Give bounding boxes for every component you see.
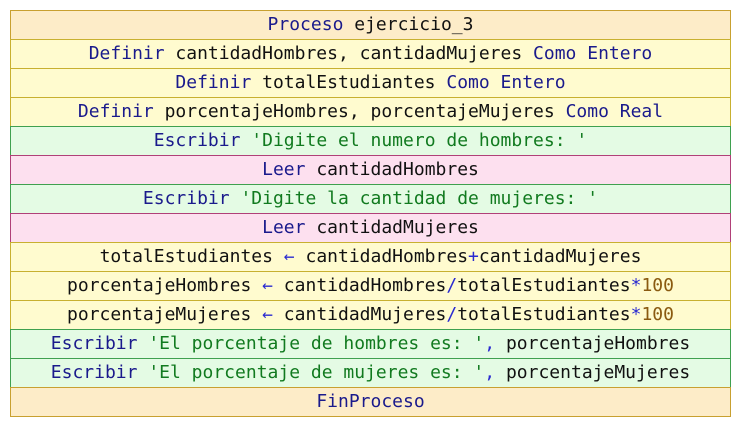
identifier: porcentajeHombres [495, 333, 691, 354]
operator: + [468, 246, 479, 267]
number-literal: 100 [641, 304, 674, 325]
operator: , [484, 333, 496, 354]
define-block-3 [10, 68, 731, 98]
keyword: Escribir [142, 188, 230, 209]
identifier: cantidadMujeres [478, 246, 642, 267]
operator: , [484, 362, 496, 383]
define-block-4 [10, 97, 731, 127]
operator: * [630, 275, 642, 296]
operator: * [630, 304, 642, 325]
string-literal: 'Digite la cantidad de mujeres: ' [240, 188, 599, 209]
write-block-12 [10, 329, 731, 359]
keyword: Leer [262, 217, 306, 238]
identifier: porcentajeMujeres [495, 362, 691, 383]
keyword: Leer [262, 159, 306, 180]
keyword: Escribir [50, 333, 138, 354]
identifier: cantidadHombres, cantidadMujeres [164, 43, 534, 64]
operator: / [446, 304, 458, 325]
identifier: cantidadHombres [305, 159, 479, 180]
process-block-1 [10, 10, 731, 40]
keyword: Escribir [50, 362, 138, 383]
identifier: totalEstudiantes [457, 275, 631, 296]
identifier: totalEstudiantes [457, 304, 631, 325]
keyword: FinProceso [316, 391, 425, 412]
string-literal: 'Digite el numero de hombres: ' [251, 130, 588, 151]
keyword: Definir [77, 101, 154, 122]
operator: ← [262, 275, 273, 296]
identifier [137, 333, 148, 354]
write-block-13 [10, 358, 731, 388]
write-block-5 [10, 126, 731, 156]
string-literal: 'El porcentaje de mujeres es: ' [148, 362, 485, 383]
define-block-2 [10, 39, 731, 69]
identifier: cantidadMujeres [305, 217, 479, 238]
read-block-8 [10, 213, 731, 243]
keyword: Como Entero [533, 43, 653, 64]
keyword: Proceso [267, 14, 344, 35]
identifier [230, 188, 241, 209]
assign-block-11 [10, 300, 731, 330]
identifier [240, 130, 251, 151]
keyword: Definir [175, 72, 252, 93]
assign-block-9 [10, 242, 731, 272]
identifier: porcentajeMujeres [67, 304, 263, 325]
operator: ← [283, 246, 295, 267]
process-block-14 [10, 387, 731, 417]
identifier: ejercicio_3 [343, 14, 474, 35]
operator: / [446, 275, 458, 296]
keyword: Escribir [153, 130, 241, 151]
identifier: porcentajeHombres [67, 275, 263, 296]
operator: ← [262, 304, 273, 325]
keyword: Como Real [565, 101, 664, 122]
identifier: cantidadHombres [294, 246, 469, 267]
keyword: Como Entero [446, 72, 566, 93]
identifier [137, 362, 148, 383]
read-block-6 [10, 155, 731, 185]
identifier: porcentajeHombres, porcentajeMujeres [153, 101, 566, 122]
identifier: totalEstudiantes [99, 246, 284, 267]
identifier: cantidadHombres [272, 275, 447, 296]
write-block-7 [10, 184, 731, 214]
keyword: Definir [88, 43, 165, 64]
number-literal: 100 [641, 275, 674, 296]
identifier: cantidadMujeres [272, 304, 447, 325]
pseudocode-diagram [10, 10, 731, 417]
identifier: totalEstudiantes [251, 72, 447, 93]
assign-block-10 [10, 271, 731, 301]
string-literal: 'El porcentaje de hombres es: ' [148, 333, 485, 354]
